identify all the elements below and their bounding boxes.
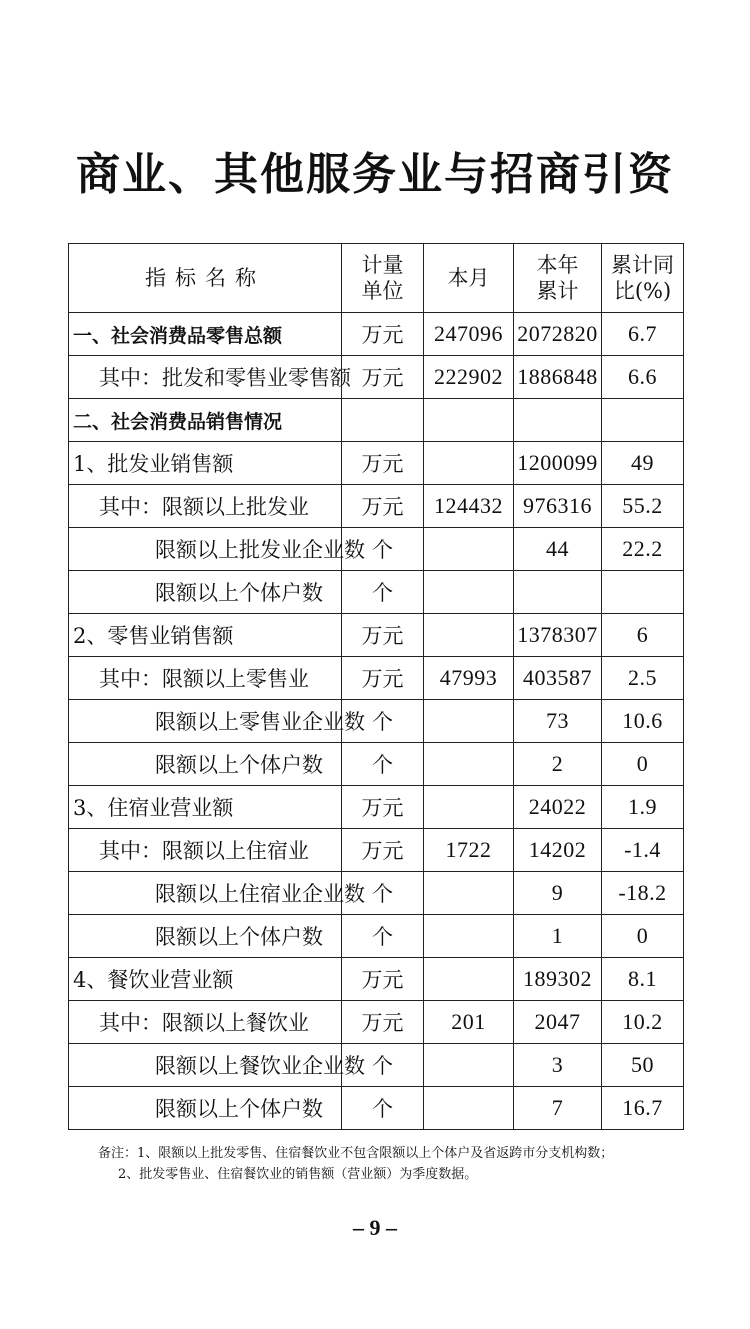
row-yoy-value: 6.6 — [602, 356, 684, 399]
row-indicator-name: 限额以上个体户数 — [69, 571, 342, 614]
header-ytd — [514, 244, 602, 313]
table-header-row — [69, 244, 684, 313]
row-indicator-name: 限额以上零售业企业数 — [69, 700, 342, 743]
table-row — [69, 872, 684, 915]
row-indicator-name: 其中：限额以上餐饮业 — [69, 1001, 342, 1044]
row-yoy-value: 6 — [602, 614, 684, 657]
row-ytd-value: 403587 — [514, 657, 602, 700]
row-month-value — [424, 442, 514, 485]
row-month-value: 201 — [424, 1001, 514, 1044]
row-yoy-value: 6.7 — [602, 313, 684, 356]
header-ytd-line1: 本年 — [536, 253, 579, 277]
row-unit: 个 — [342, 700, 424, 743]
row-unit: 万元 — [342, 1001, 424, 1044]
table-row — [69, 958, 684, 1001]
table-row — [69, 356, 684, 399]
table-row — [69, 1001, 684, 1044]
row-ytd-value: 976316 — [514, 485, 602, 528]
row-month-value: 47993 — [424, 657, 514, 700]
row-unit: 万元 — [342, 313, 424, 356]
row-indicator-name: 限额以上个体户数 — [69, 915, 342, 958]
statistics-table — [68, 243, 684, 1130]
row-unit: 万元 — [342, 657, 424, 700]
row-month-value — [424, 1087, 514, 1130]
table-row — [69, 700, 684, 743]
row-unit: 万元 — [342, 614, 424, 657]
row-month-value — [424, 528, 514, 571]
row-ytd-value: 7 — [514, 1087, 602, 1130]
row-indicator-name: 限额以上住宿业企业数 — [69, 872, 342, 915]
header-unit — [342, 244, 424, 313]
row-unit: 万元 — [342, 485, 424, 528]
row-ytd-value: 2072820 — [514, 313, 602, 356]
row-yoy-value: 55.2 — [602, 485, 684, 528]
row-yoy-value: -18.2 — [602, 872, 684, 915]
row-ytd-value: 44 — [514, 528, 602, 571]
row-yoy-value: 0 — [602, 743, 684, 786]
table-row — [69, 485, 684, 528]
row-month-value — [424, 958, 514, 1001]
row-month-value — [424, 614, 514, 657]
row-month-value — [424, 786, 514, 829]
row-yoy-value: 10.6 — [602, 700, 684, 743]
table-row — [69, 915, 684, 958]
table-row — [69, 657, 684, 700]
row-month-value — [424, 571, 514, 614]
row-indicator-name: 3、住宿业营业额 — [69, 786, 342, 829]
row-indicator-name: 限额以上餐饮业企业数 — [69, 1044, 342, 1087]
row-month-value — [424, 700, 514, 743]
row-indicator-name: 限额以上个体户数 — [69, 1087, 342, 1130]
row-yoy-value — [602, 399, 684, 442]
row-ytd-value: 1886848 — [514, 356, 602, 399]
row-month-value: 222902 — [424, 356, 514, 399]
row-unit: 个 — [342, 571, 424, 614]
row-unit — [342, 399, 424, 442]
row-month-value — [424, 743, 514, 786]
row-indicator-name: 其中：限额以上住宿业 — [69, 829, 342, 872]
footnote-1: 备注：1、限额以上批发零售、住宿餐饮业不包含限额以上个体户及省返跨市分支机构数； — [98, 1146, 614, 1161]
row-indicator-name: 限额以上批发业企业数 — [69, 528, 342, 571]
row-ytd-value: 24022 — [514, 786, 602, 829]
footnote-2: 2、批发零售业、住宿餐饮业的销售额（营业额）为季度数据。 — [118, 1167, 478, 1182]
row-unit: 万元 — [342, 356, 424, 399]
row-month-value — [424, 915, 514, 958]
row-month-value: 1722 — [424, 829, 514, 872]
row-month-value — [424, 872, 514, 915]
footnotes — [98, 1143, 718, 1185]
row-unit: 个 — [342, 743, 424, 786]
row-ytd-value: 1378307 — [514, 614, 602, 657]
row-unit: 万元 — [342, 442, 424, 485]
table-row — [69, 313, 684, 356]
row-ytd-value: 1200099 — [514, 442, 602, 485]
row-unit: 万元 — [342, 958, 424, 1001]
row-yoy-value: 49 — [602, 442, 684, 485]
row-yoy-value: -1.4 — [602, 829, 684, 872]
row-unit: 万元 — [342, 829, 424, 872]
table-row — [69, 743, 684, 786]
row-yoy-value: 1.9 — [602, 786, 684, 829]
row-yoy-value: 0 — [602, 915, 684, 958]
row-yoy-value: 8.1 — [602, 958, 684, 1001]
table-row — [69, 442, 684, 485]
row-ytd-value: 2 — [514, 743, 602, 786]
row-ytd-value: 2047 — [514, 1001, 602, 1044]
table-row — [69, 1044, 684, 1087]
row-month-value — [424, 399, 514, 442]
header-unit-line1: 计量 — [361, 253, 404, 277]
row-indicator-name: 限额以上个体户数 — [69, 743, 342, 786]
row-yoy-value: 16.7 — [602, 1087, 684, 1130]
page-title: 商业、其他服务业与招商引资 — [76, 149, 674, 200]
table-row — [69, 571, 684, 614]
row-unit: 个 — [342, 1044, 424, 1087]
row-month-value: 124432 — [424, 485, 514, 528]
row-ytd-value: 9 — [514, 872, 602, 915]
page-number: – 9 – — [353, 1215, 397, 1240]
row-unit: 个 — [342, 528, 424, 571]
table-row — [69, 829, 684, 872]
header-yoy — [602, 244, 684, 313]
row-indicator-name: 其中：限额以上零售业 — [69, 657, 342, 700]
row-ytd-value: 73 — [514, 700, 602, 743]
row-indicator-name: 其中：批发和零售业零售额 — [69, 356, 342, 399]
row-unit: 个 — [342, 1087, 424, 1130]
row-unit: 个 — [342, 872, 424, 915]
row-indicator-name: 二、社会消费品销售情况 — [69, 399, 342, 442]
row-unit: 万元 — [342, 786, 424, 829]
row-ytd-value: 189302 — [514, 958, 602, 1001]
row-yoy-value: 22.2 — [602, 528, 684, 571]
row-yoy-value: 50 — [602, 1044, 684, 1087]
row-unit: 个 — [342, 915, 424, 958]
header-month: 本月 — [424, 244, 514, 313]
header-ytd-line2: 累计 — [536, 279, 579, 303]
table-row — [69, 786, 684, 829]
row-indicator-name: 2、零售业销售额 — [69, 614, 342, 657]
row-ytd-value — [514, 571, 602, 614]
row-indicator-name: 其中：限额以上批发业 — [69, 485, 342, 528]
row-yoy-value: 10.2 — [602, 1001, 684, 1044]
row-yoy-value — [602, 571, 684, 614]
row-ytd-value: 1 — [514, 915, 602, 958]
row-ytd-value — [514, 399, 602, 442]
table-row — [69, 528, 684, 571]
header-yoy-line1: 累计同 — [611, 253, 674, 277]
header-unit-line2: 单位 — [361, 279, 404, 303]
header-indicator-name: 指标名称 — [69, 244, 342, 313]
row-indicator-name: 一、社会消费品零售总额 — [69, 313, 342, 356]
table-row — [69, 614, 684, 657]
row-indicator-name: 1、批发业销售额 — [69, 442, 342, 485]
row-yoy-value: 2.5 — [602, 657, 684, 700]
row-month-value: 247096 — [424, 313, 514, 356]
table-row — [69, 1087, 684, 1130]
row-indicator-name: 4、餐饮业营业额 — [69, 958, 342, 1001]
header-yoy-line2: 比(%) — [613, 279, 672, 303]
row-month-value — [424, 1044, 514, 1087]
row-ytd-value: 14202 — [514, 829, 602, 872]
table-row — [69, 399, 684, 442]
row-ytd-value: 3 — [514, 1044, 602, 1087]
table-body — [69, 313, 684, 1130]
